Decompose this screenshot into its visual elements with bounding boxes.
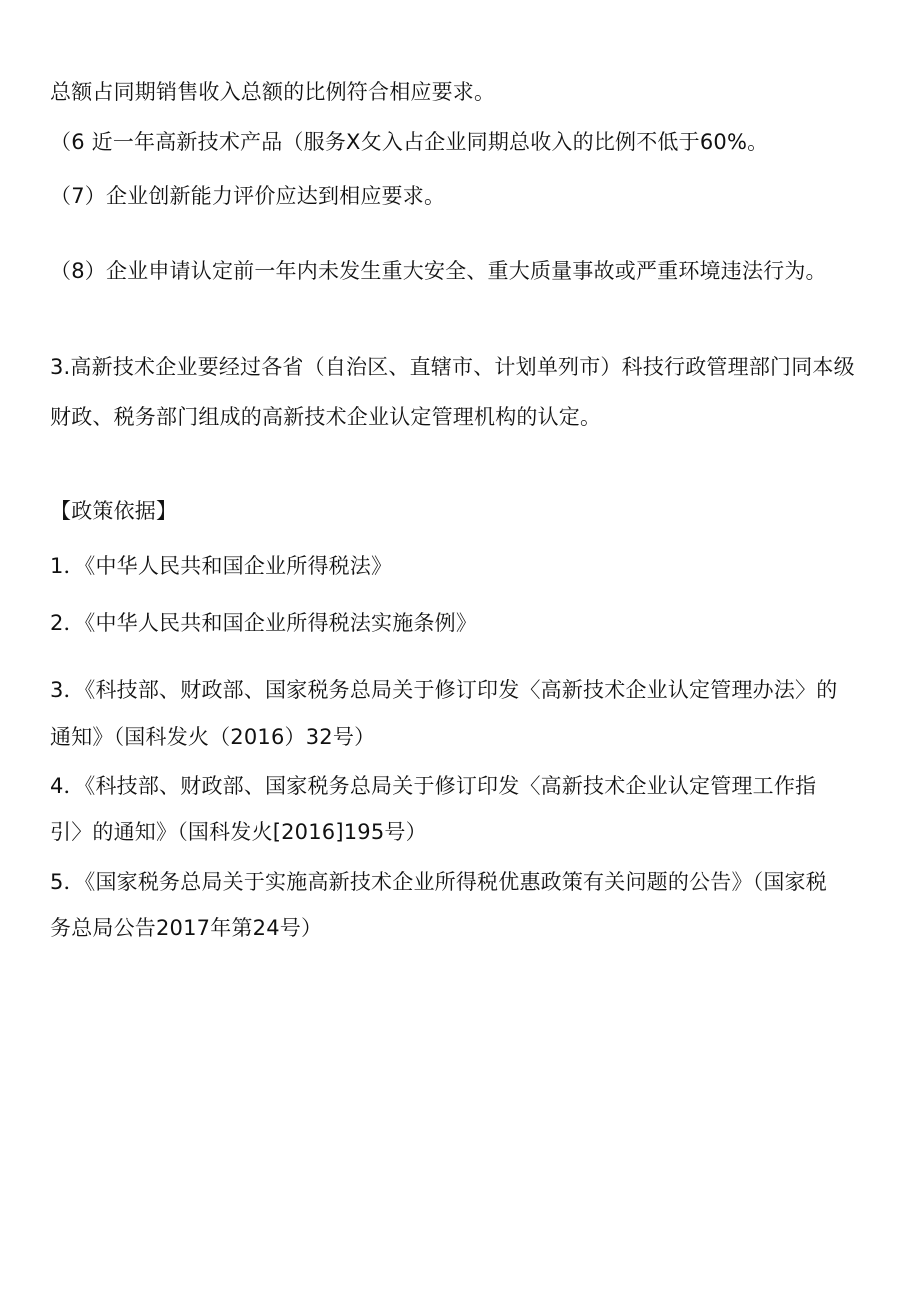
policy-reference-4-continued: 引〉的通知》（国科发火[2016]195号） xyxy=(50,820,427,844)
policy-reference-1: 1．《中华人民共和国企业所得税法》 xyxy=(50,554,393,578)
text-line-section-3: 3.高新技术企业要经过各省（自治区、直辖市、计划单列市）科技行政管理部门同本级 xyxy=(50,355,855,379)
text-line-section-3-continued: 财政、税务部门组成的高新技术企业认定管理机构的认定。 xyxy=(50,405,602,429)
policy-reference-2: 2．《中华人民共和国企业所得税法实施条例》 xyxy=(50,611,478,635)
text-line-condition-7: （7）企业创新能力评价应达到相应要求。 xyxy=(50,184,446,208)
policy-basis-heading: 【政策依据】 xyxy=(50,499,178,523)
policy-reference-3: 3．《科技部、财政部、国家税务总局关于修订印发〈高新技术企业认定管理办法〉的 xyxy=(50,678,838,702)
text-line-condition-6: （6 近一年高新技术产品（服务Ⅹ攵入占企业同期总收入的比例不低于60%。 xyxy=(50,130,769,154)
text-line-sales-ratio-continued: 总额占同期销售收入总额的比例符合相应要求。 xyxy=(50,80,496,104)
policy-reference-5-continued: 务总局公告2017年第24号） xyxy=(50,916,323,940)
policy-reference-4: 4．《科技部、财政部、国家税务总局关于修订印发〈高新技术企业认定管理工作指 xyxy=(50,774,817,798)
policy-reference-3-continued: 通知》（国科发火（2016）32号） xyxy=(50,725,376,749)
policy-reference-5: 5．《国家税务总局关于实施高新技术企业所得税优惠政策有关问题的公告》（国家税 xyxy=(50,870,827,894)
text-line-condition-8: （8）企业申请认定前一年内未发生重大安全、重大质量事故或严重环境违法行为。 xyxy=(50,259,827,283)
